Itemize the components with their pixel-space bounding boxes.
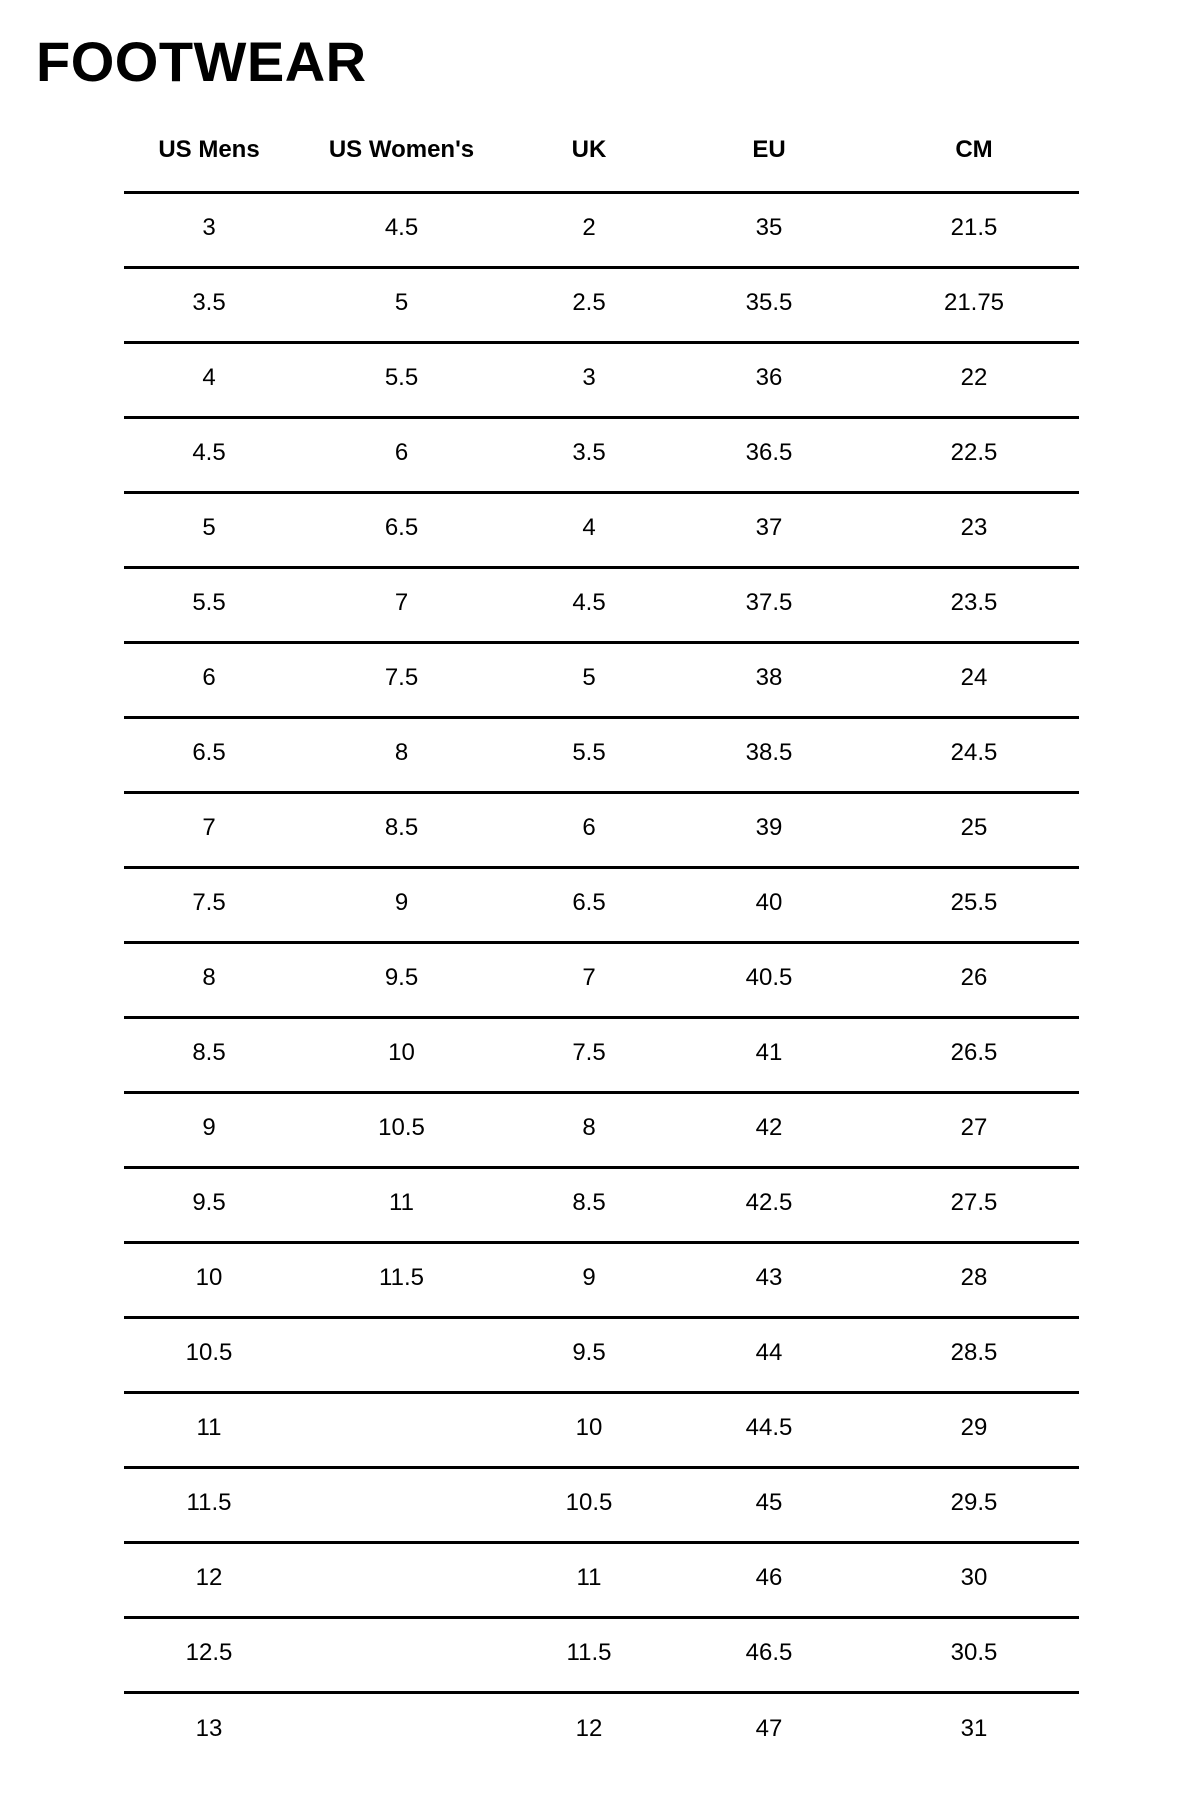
- cell-eu: 42.5: [669, 1167, 869, 1242]
- header-us-womens: US Women's: [294, 116, 509, 192]
- cell-us-mens: 8: [124, 942, 294, 1017]
- cell-uk: 3.5: [509, 417, 669, 492]
- cell-us-mens: 3.5: [124, 267, 294, 342]
- table-row: [124, 1017, 1079, 1092]
- cell-cm: 28: [869, 1242, 1079, 1317]
- cell-uk: 11.5: [509, 1617, 669, 1692]
- cell-us-mens: 7: [124, 792, 294, 867]
- header-cm: CM: [869, 116, 1079, 192]
- table-row: [124, 792, 1079, 867]
- cell-eu: 36: [669, 342, 869, 417]
- cell-eu: 45: [669, 1467, 869, 1542]
- cell-eu: 47: [755, 1714, 783, 1742]
- table-row: [124, 342, 1079, 417]
- cell-cm: 26: [869, 942, 1079, 1017]
- cell-us-womens: 8.5: [294, 792, 509, 867]
- cell-us-mens: 6: [124, 642, 294, 717]
- cell-us-mens: 11.5: [124, 1467, 294, 1542]
- table-row: [124, 267, 1079, 342]
- cell-cm: 29.5: [869, 1467, 1079, 1542]
- cell-eu: 46: [669, 1542, 869, 1617]
- table-row: [124, 567, 1079, 642]
- cell-us-womens: 11.5: [294, 1242, 509, 1317]
- cell-cm: 25: [869, 792, 1079, 867]
- table-row: [124, 1092, 1079, 1167]
- header-us-mens: US Mens: [124, 116, 294, 192]
- cell-us-mens: 5: [124, 492, 294, 567]
- table-row: [124, 1317, 1079, 1392]
- cell-uk: 10: [509, 1392, 669, 1467]
- cell-us-womens: 9: [294, 867, 509, 942]
- cell-cm: 23: [869, 492, 1079, 567]
- cell-cm: 24.5: [869, 717, 1079, 792]
- cell-us-mens: 11: [124, 1392, 294, 1467]
- cell-eu: 36.5: [669, 417, 869, 492]
- cell-eu: 35.5: [669, 267, 869, 342]
- cell-us-womens: [294, 1317, 509, 1392]
- cell-us-womens: [294, 1467, 509, 1542]
- cell-eu: 38: [669, 642, 869, 717]
- cell-uk: 10.5: [509, 1467, 669, 1542]
- cell-us-mens: 12.5: [124, 1617, 294, 1692]
- cell-us-mens: 13: [195, 1714, 223, 1742]
- table-row: [124, 1617, 1079, 1692]
- table-row: [124, 1242, 1079, 1317]
- cell-cm: 30.5: [869, 1617, 1079, 1692]
- cell-us-womens: [294, 1617, 509, 1692]
- cell-us-mens: 10.5: [124, 1317, 294, 1392]
- cell-eu: 35: [669, 192, 869, 267]
- cell-us-mens: 3: [124, 192, 294, 267]
- table-header: [124, 116, 1079, 192]
- cell-us-mens: 9.5: [124, 1167, 294, 1242]
- cell-eu: 37.5: [669, 567, 869, 642]
- cell-cm: 27.5: [869, 1167, 1079, 1242]
- cell-uk: 2: [509, 192, 669, 267]
- cell-us-mens: 8.5: [124, 1017, 294, 1092]
- cell-eu: 40.5: [669, 942, 869, 1017]
- cell-uk: 5: [509, 642, 669, 717]
- cell-us-mens: 4: [124, 342, 294, 417]
- cell-uk: 4.5: [509, 567, 669, 642]
- cell-uk: 3: [509, 342, 669, 417]
- cell-us-mens: 7.5: [124, 867, 294, 942]
- cell-us-womens: 10.5: [294, 1092, 509, 1167]
- cell-uk: 6: [509, 792, 669, 867]
- cell-us-womens: [294, 1542, 509, 1617]
- cell-uk: 9: [509, 1242, 669, 1317]
- cell-eu: 44.5: [669, 1392, 869, 1467]
- cell-cm: 27: [869, 1092, 1079, 1167]
- header-eu: EU: [669, 116, 869, 192]
- cell-uk: 6.5: [509, 867, 669, 942]
- cell-eu: 39: [669, 792, 869, 867]
- cell-uk: 4: [509, 492, 669, 567]
- cell-eu: 40: [669, 867, 869, 942]
- cell-eu: 44: [669, 1317, 869, 1392]
- cell-us-womens: 6: [294, 417, 509, 492]
- cell-eu: 37: [669, 492, 869, 567]
- cell-cm: 23.5: [869, 567, 1079, 642]
- cell-us-womens: 6.5: [294, 492, 509, 567]
- cell-cm: 22: [869, 342, 1079, 417]
- cell-cm: 24: [869, 642, 1079, 717]
- table-row: [124, 1542, 1079, 1617]
- table-row: [124, 942, 1079, 1017]
- cell-us-mens: 12: [124, 1542, 294, 1617]
- cell-us-womens: 11: [294, 1167, 509, 1242]
- cell-us-mens: 9: [124, 1092, 294, 1167]
- table-row: [124, 492, 1079, 567]
- cell-cm: 22.5: [869, 417, 1079, 492]
- cell-uk: 8: [509, 1092, 669, 1167]
- cell-us-mens: 6.5: [124, 717, 294, 792]
- table-row: [124, 1692, 1079, 1767]
- cell-eu: 46.5: [669, 1617, 869, 1692]
- cell-us-mens: 5.5: [124, 567, 294, 642]
- table-row: [124, 192, 1079, 267]
- cell-us-womens: 7: [294, 567, 509, 642]
- cell-us-mens: 4.5: [124, 417, 294, 492]
- table-row: [124, 417, 1079, 492]
- header-uk: UK: [509, 116, 669, 192]
- table-row: [124, 642, 1079, 717]
- cell-us-womens: 4.5: [294, 192, 509, 267]
- cell-us-womens: 9.5: [294, 942, 509, 1017]
- cell-cm: 30: [869, 1542, 1079, 1617]
- cell-us-womens: 7.5: [294, 642, 509, 717]
- table-row: [124, 1467, 1079, 1542]
- cell-cm: 21.75: [869, 267, 1079, 342]
- cell-uk: 11: [509, 1542, 669, 1617]
- cell-uk: 9.5: [509, 1317, 669, 1392]
- cell-uk: 7: [509, 942, 669, 1017]
- table-row: [124, 867, 1079, 942]
- cell-us-womens: 8: [294, 717, 509, 792]
- cell-eu: 42: [669, 1092, 869, 1167]
- cell-uk: 2.5: [509, 267, 669, 342]
- table-row: [124, 1167, 1079, 1242]
- cell-us-womens: 5.5: [294, 342, 509, 417]
- table-row: [124, 717, 1079, 792]
- cell-uk: 12: [575, 1714, 603, 1742]
- cell-us-womens: [294, 1392, 509, 1467]
- cell-us-womens: 10: [294, 1017, 509, 1092]
- cell-cm: 28.5: [869, 1317, 1079, 1392]
- cell-cm: 21.5: [869, 192, 1079, 267]
- cell-uk: 7.5: [509, 1017, 669, 1092]
- cell-eu: 38.5: [669, 717, 869, 792]
- cell-eu: 41: [669, 1017, 869, 1092]
- cell-cm: 29: [869, 1392, 1079, 1467]
- cell-us-mens: 10: [124, 1242, 294, 1317]
- cell-cm: 31: [960, 1714, 988, 1742]
- cell-us-womens: [294, 1692, 509, 1767]
- cell-uk: 8.5: [509, 1167, 669, 1242]
- cell-eu: 43: [669, 1242, 869, 1317]
- header-row: [124, 116, 1079, 192]
- size-chart-table: [124, 116, 1079, 1767]
- cell-uk: 5.5: [509, 717, 669, 792]
- page-title: FOOTWEAR: [36, 30, 367, 93]
- cell-cm: 25.5: [869, 867, 1079, 942]
- table-row: [124, 1392, 1079, 1467]
- cell-us-womens: 5: [294, 267, 509, 342]
- table-body: [124, 192, 1079, 1767]
- cell-cm: 26.5: [869, 1017, 1079, 1092]
